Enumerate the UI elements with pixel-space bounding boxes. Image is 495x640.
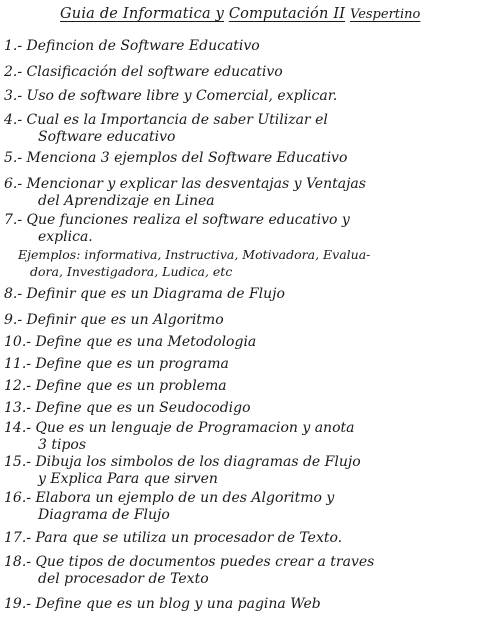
question-13: 13.- Define que es un Seudocodigo — [4, 400, 251, 416]
page-title — [60, 6, 490, 22]
question-14: 14.- Que es un lenguaje de Programacion y anota 3 tipos — [4, 420, 355, 453]
title-part-2: Computación II — [228, 6, 346, 22]
question-6: 6.- Mencionar y explicar las desventajas y Ventajas del Aprendizaje en Linea — [4, 176, 366, 209]
question-3: 3.- Uso de software libre y Comercial, explicar. — [4, 88, 338, 104]
question-17: 17.- Para que se utiliza un procesador de Texto. — [4, 530, 343, 546]
question-9: 9.- Definir que es un Algoritmo — [4, 312, 224, 328]
question-7: 7.- Que funciones realiza el software educativo y explica. Ejemplos: informativa, Instructiva, Motivadora, Evalua- dora, Investigadora, Ludica, etc — [4, 212, 371, 279]
question-1: 1.- Defincion de Software Educativo — [4, 38, 260, 54]
question-11: 11.- Define que es un programa — [4, 356, 229, 372]
question-16: 16.- Elabora un ejemplo de un des Algoritmo y Diagrama de Flujo — [4, 490, 335, 523]
question-10: 10.- Define que es una Metodologia — [4, 334, 257, 350]
title-part-3: Vespertino — [350, 7, 421, 22]
question-19: 19.- Define que es un blog y una pagina Web — [4, 596, 321, 612]
question-15: 15.- Dibuja los simbolos de los diagramas de Flujo y Explica Para que sirven — [4, 454, 361, 487]
question-4: 4.- Cual es la Importancia de saber Utilizar el Software educativo — [4, 112, 328, 145]
title-part-1: Guia de Informatica y — [60, 6, 225, 22]
question-18: 18.- Que tipos de documentos puedes crear a traves del procesador de Texto — [4, 554, 375, 587]
question-5: 5.- Menciona 3 ejemplos del Software Educativo — [4, 150, 348, 166]
question-12: 12.- Define que es un problema — [4, 378, 227, 394]
question-2: 2.- Clasificación del software educativo — [4, 64, 283, 80]
question-8: 8.- Definir que es un Diagrama de Flujo — [4, 286, 285, 302]
